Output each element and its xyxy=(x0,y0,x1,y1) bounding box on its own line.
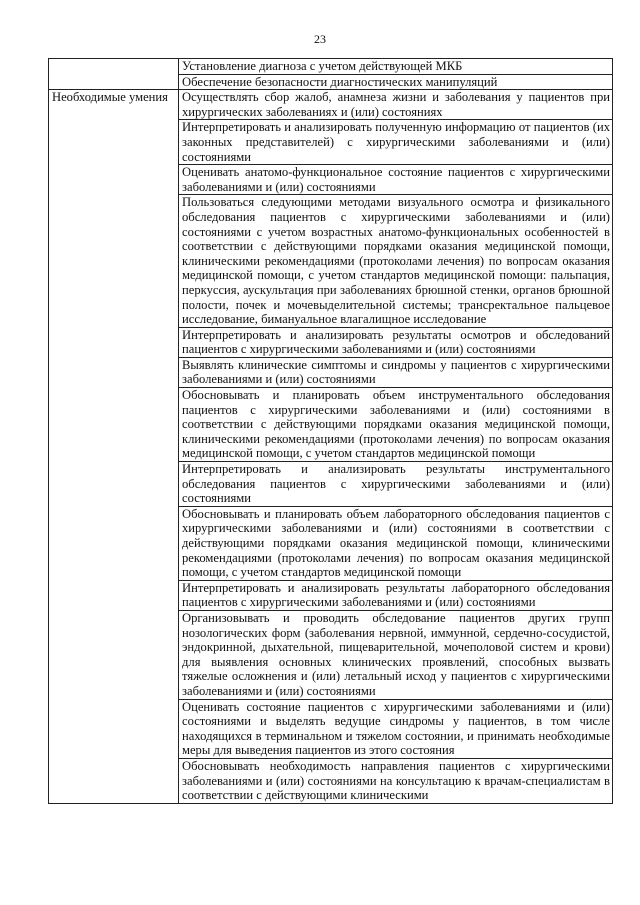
requirement-cell: Интерпретировать и анализировать результаты лабораторного обследования пациентов с хирургическими заболеваниями и (или) состояниями xyxy=(179,580,613,610)
requirement-cell: Пользоваться следующими методами визуального осмотра и физикального обследования пациентов с хирургическими заболеваниями и (или) состояниями с учетом возрастных анатомо-функциональных особенностей в соответствии с действующими порядками оказания медицинской помощи, клиническими рекомендациями (протоколами лечения) по вопросам оказания медицинской помощи, с учетом стандартов медицинской помощи: пальпация, перкуссия, аускультация при заболеваниях брюшной стенки, органов брюшной полости, почек и мочевыделительной системы; трансректальное пальцевое исследование, бимануальное влагалищное исследование xyxy=(179,195,613,327)
section-label-skills: Необходимые умения xyxy=(49,90,179,804)
requirement-cell: Выявлять клинические симптомы и синдромы у пациентов с хирургическими заболеваниями и (или) состояниями xyxy=(179,357,613,387)
requirement-cell: Установление диагноза с учетом действующей МКБ xyxy=(179,59,613,75)
table-row xyxy=(49,90,613,120)
requirement-cell: Обеспечение безопасности диагностических манипуляций xyxy=(179,74,613,90)
requirement-cell: Организовывать и проводить обследование пациентов других групп нозологических форм (заболевания нервной, иммунной, сердечно-сосудистой, эндокринной, дыхательной, пищеварительной, мочеполовой систем и крови) для выявления основных клинических проявлений, способных вызвать тяжелые осложнения и (или) летальный исход у пациентов с хирургическими заболеваниями и (или) состояниями xyxy=(179,610,613,699)
requirement-cell: Обосновывать и планировать объем лабораторного обследования пациентов с хирургическими заболеваниями и (или) состояниями в соответствии с действующими порядками оказания медицинской помощи, клиническими рекомендациями (протоколами лечения) по вопросам оказания медицинской помощи, с учетом стандартов медицинской помощи xyxy=(179,506,613,580)
requirement-cell: Интерпретировать и анализировать полученную информацию от пациентов (их законных представителей) с хирургическими заболеваниями и (или) состояниями xyxy=(179,120,613,165)
requirement-cell: Оценивать анатомо-функциональное состояние пациентов с хирургическими заболеваниями и (или) состояниями xyxy=(179,165,613,195)
table-row xyxy=(49,59,613,75)
skills-table xyxy=(48,58,613,804)
section-label xyxy=(49,59,179,90)
requirement-cell: Оценивать состояние пациентов с хирургическими заболеваниями и (или) состояниями и выделять ведущие синдромы у пациентов, в том числе находящихся в терминальном и тяжелом состоянии, и принимать необходимые меры для выведения пациентов из этого состояния xyxy=(179,699,613,758)
requirement-cell: Осуществлять сбор жалоб, анамнеза жизни и заболевания у пациентов при хирургических заболеваниях и (или) состояниях xyxy=(179,90,613,120)
page-number: 23 xyxy=(314,32,326,46)
requirement-cell: Интерпретировать и анализировать результаты осмотров и обследований пациентов с хирургическими заболеваниями и (или) состояниями xyxy=(179,327,613,357)
requirement-cell: Интерпретировать и анализировать результаты инструментального обследования пациентов с хирургическими заболеваниями и (или) состояниями xyxy=(179,462,613,507)
requirement-cell: Обосновывать необходимость направления пациентов с хирургическими заболеваниями и (или) состояниями на консультацию к врачам-специалистам в соответствии с действующими клиническими xyxy=(179,758,613,803)
requirement-cell: Обосновывать и планировать объем инструментального обследования пациентов с хирургическими заболеваниями и (или) состояниями в соответствии с действующими порядками оказания медицинской помощи, клиническими рекомендациями (протоколами лечения) по вопросам оказания медицинской помощи, с учетом стандартов медицинской помощи xyxy=(179,388,613,462)
